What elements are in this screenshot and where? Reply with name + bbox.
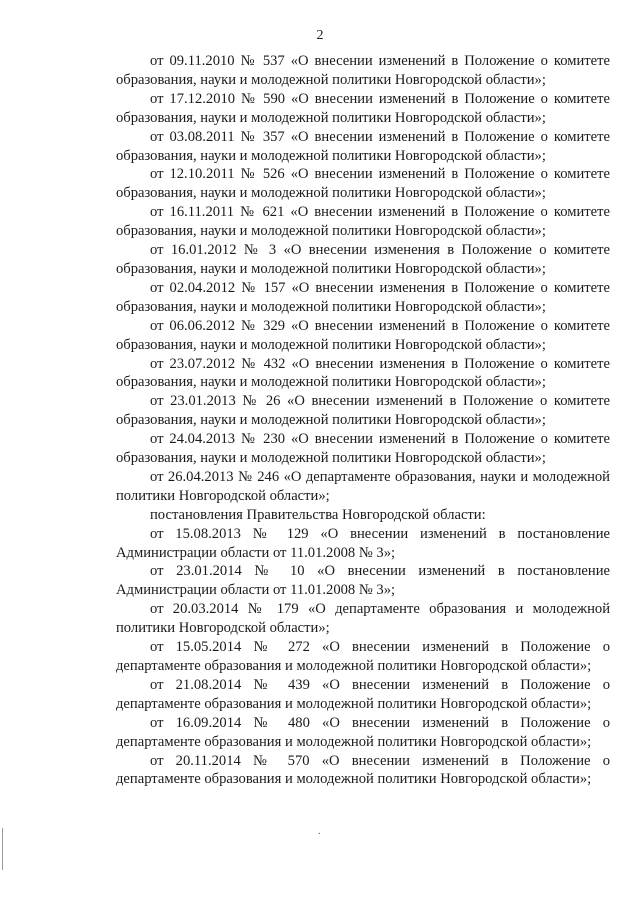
decree-2012-432: от 23.07.2012 № 432 «О внесении изменения в Положение о комитете образования, науки и молодежной политики Новгородской области»;	[116, 355, 610, 391]
decree-2012-3: от 16.01.2012 № 3 «О внесении изменения в Положение о комитете образования, науки и молодежной политики Новгородской области»;	[116, 242, 610, 277]
decree-2014-570: от 20.11.2014 № 570 «О внесении изменений в Положение о департаменте образования и молодежной политики Новгородской области»;	[116, 752, 610, 788]
decree-2011-621: от 16.11.2011 № 621 «О внесении изменений в Положение о комитете образования, науки и молодежной политики Новгородской области»;	[116, 204, 610, 240]
decree-2010-537: от 09.11.2010 № 537 «О внесении изменений в Положение о комитете образования, науки и молодежной политики Новгородской области»;	[116, 53, 610, 88]
decree-2010-590: от 17.12.2010 № 590 «О внесении изменений в Положение о комитете образования, науки и молодежной политики Новгородской области»;	[116, 90, 610, 126]
decree-2011-357: от 03.08.2011 № 357 «О внесении изменений в Положение о комитете образования, науки и молодежной политики Новгородской области»;	[116, 128, 610, 164]
decree-2014-10: от 23.01.2014 № 10 «О внесении изменений в постановление Администрации области от 11.01.2008 № 3»;	[116, 563, 610, 599]
decree-2014-272: от 15.05.2014 № 272 «О внесении изменений в Положение о департаменте образования и молодежной политики Новгородской области»;	[116, 639, 610, 674]
decree-2013-26: от 23.01.2013 № 26 «О внесении изменений в Положение о комитете образования, науки и молодежной политики Новгородской области»;	[116, 393, 610, 429]
decree-2014-480: от 16.09.2014 № 480 «О внесении изменений в Положение о департаменте образования и молодежной политики Новгородской области»;	[116, 714, 610, 750]
footer-dot: .	[318, 826, 321, 837]
document-body	[116, 52, 610, 789]
section-heading-government-decrees: постановления Правительства Новгородской области:	[150, 506, 486, 523]
page-number: 2	[316, 28, 324, 43]
decree-2012-329: от 06.06.2012 № 329 «О внесении изменений в Положение о комитете образования, науки и молодежной политики Новгородской области»;	[116, 317, 610, 353]
decree-2014-439: от 21.08.2014 № 439 «О внесении изменений в Положение о департаменте образования и молодежной политики Новгородской области»;	[116, 676, 610, 712]
decree-2013-230: от 24.04.2013 № 230 «О внесении изменений в Положение о комитете образования, науки и молодежной политики Новгородской области»;	[116, 431, 610, 467]
decree-2011-526: от 12.10.2011 № 526 «О внесении изменений в Положение о комитете образования, науки и молодежной политики Новгородской области»;	[116, 166, 610, 202]
scan-edge-mark	[2, 828, 3, 870]
decree-2014-179: от 20.03.2014 № 179 «О департаменте образования и молодежной политики Новгородской области»;	[116, 601, 610, 637]
decree-2012-157: от 02.04.2012 № 157 «О внесении изменения в Положение о комитете образования, науки и молодежной политики Новгородской области»;	[116, 279, 610, 315]
decree-2013-246: от 26.04.2013 № 246 «О департаменте образования, науки и молодежной политики Новгородской области»;	[116, 468, 610, 504]
decree-2013-129: от 15.08.2013 № 129 «О внесении изменений в постановление Администрации области от 11.01.2008 № 3»;	[116, 525, 610, 561]
